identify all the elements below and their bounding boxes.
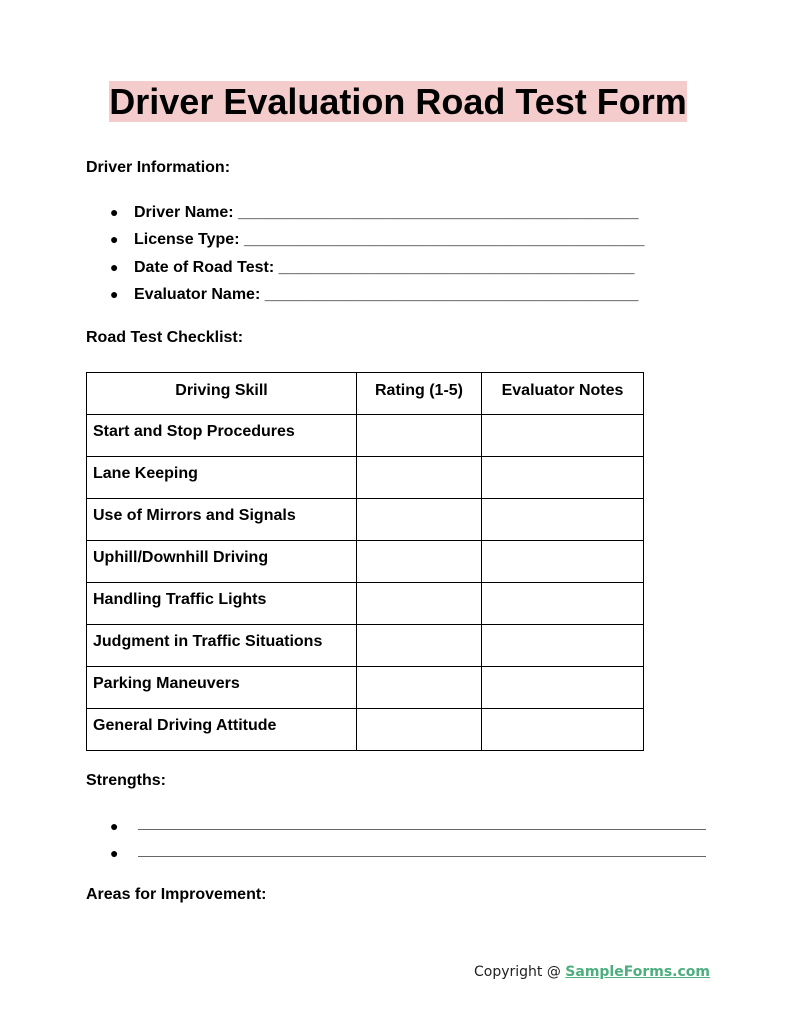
bullet-icon: ● <box>110 231 119 247</box>
strengths-heading: Strengths: <box>86 772 166 789</box>
rating-cell[interactable] <box>357 415 482 457</box>
notes-cell[interactable] <box>482 457 644 499</box>
road-test-checklist-table <box>86 372 644 751</box>
rating-cell[interactable] <box>357 499 482 541</box>
rating-cell[interactable] <box>357 667 482 709</box>
table-header-row <box>87 373 644 415</box>
table-row <box>87 709 644 751</box>
skill-cell: Lane Keeping <box>87 457 357 499</box>
notes-cell[interactable] <box>482 415 644 457</box>
notes-cell[interactable] <box>482 541 644 583</box>
evaluator-name-field[interactable] <box>110 284 638 305</box>
copyright-footer <box>474 962 710 982</box>
license-type-field[interactable] <box>110 229 644 250</box>
table-row <box>87 457 644 499</box>
bullet-icon: ● <box>110 259 119 275</box>
strength-line-1[interactable] <box>110 816 710 836</box>
skill-cell: Judgment in Traffic Situations <box>87 625 357 667</box>
notes-cell[interactable] <box>482 583 644 625</box>
bullet-icon: ● <box>110 204 119 220</box>
strength-line-2[interactable] <box>110 843 710 863</box>
copyright-prefix: Copyright @ <box>473 964 566 980</box>
skill-cell: Use of Mirrors and Signals <box>87 499 357 541</box>
rating-cell[interactable] <box>357 457 482 499</box>
road-test-date-field[interactable] <box>110 257 635 278</box>
skill-cell: Handling Traffic Lights <box>87 583 357 625</box>
driver-name-field[interactable] <box>110 202 638 223</box>
table-row <box>87 625 644 667</box>
brand-link[interactable]: SampleForms.com <box>565 964 710 980</box>
driver-name-label: Driver Name: _____________________________________________ <box>134 204 639 221</box>
column-header-rating: Rating (1-5) <box>357 373 482 415</box>
license-type-label: License Type: _____________________________________________ <box>134 231 645 248</box>
checklist-heading: Road Test Checklist: <box>86 329 244 346</box>
skill-cell: Start and Stop Procedures <box>87 415 357 457</box>
notes-cell[interactable] <box>482 709 644 751</box>
bullet-icon: ● <box>110 845 119 861</box>
page-title: Driver Evaluation Road Test Form <box>109 81 687 122</box>
rating-cell[interactable] <box>357 709 482 751</box>
title-container <box>0 81 796 122</box>
rating-cell[interactable] <box>357 625 482 667</box>
notes-cell[interactable] <box>482 667 644 709</box>
improvement-heading: Areas for Improvement: <box>86 886 267 903</box>
driver-info-heading: Driver Information: <box>86 159 231 176</box>
bullet-icon: ● <box>110 286 119 302</box>
road-test-date-label: Date of Road Test: ________________________________________ <box>134 259 635 276</box>
table-row <box>87 667 644 709</box>
table-row <box>87 541 644 583</box>
column-header-driving-skill: Driving Skill <box>87 373 357 415</box>
column-header-notes: Evaluator Notes <box>482 373 644 415</box>
rating-cell[interactable] <box>357 541 482 583</box>
rating-cell[interactable] <box>357 583 482 625</box>
answer-line <box>138 829 706 830</box>
answer-line <box>138 856 706 857</box>
notes-cell[interactable] <box>482 499 644 541</box>
evaluator-name-label: Evaluator Name: __________________________________________ <box>134 286 639 303</box>
notes-cell[interactable] <box>482 625 644 667</box>
skill-cell: Uphill/Downhill Driving <box>87 541 357 583</box>
table-row <box>87 415 644 457</box>
table-row <box>87 499 644 541</box>
skill-cell: General Driving Attitude <box>87 709 357 751</box>
skill-cell: Parking Maneuvers <box>87 667 357 709</box>
table-row <box>87 583 644 625</box>
bullet-icon: ● <box>110 818 119 834</box>
